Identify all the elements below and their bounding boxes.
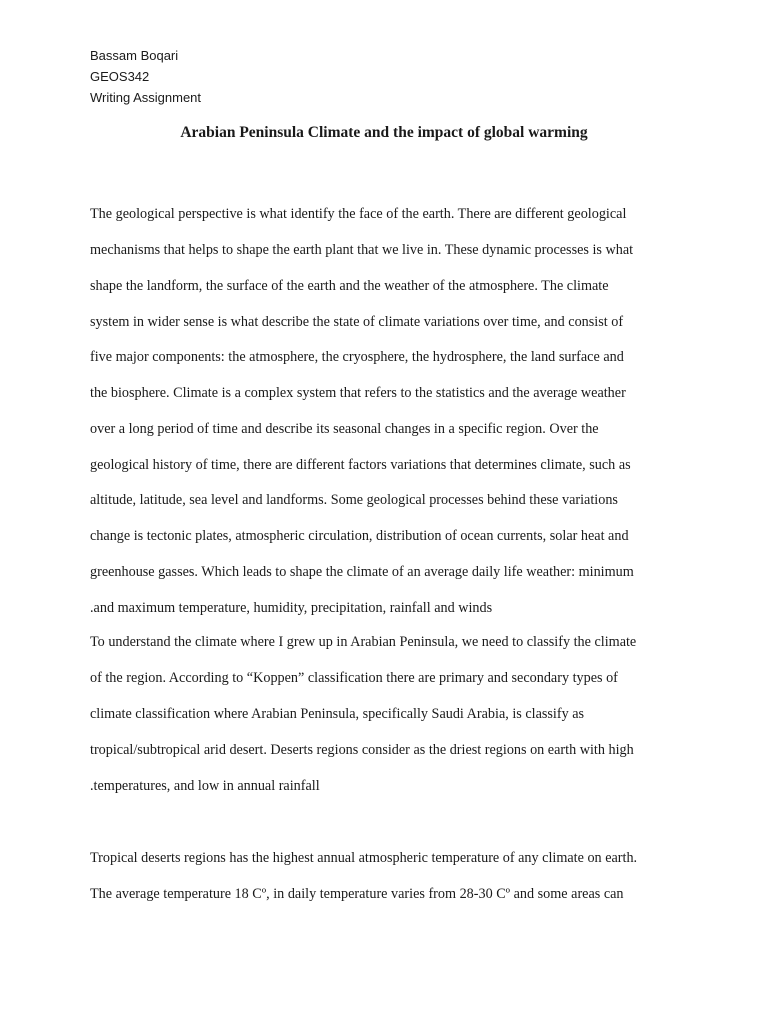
paragraph-line: The average temperature 18 Cº, in daily temperature varies from 28-30 Cº and some areas can (90, 886, 624, 902)
paragraph-line: mechanisms that helps to shape the earth plant that we live in. These dynamic processes is what (90, 242, 634, 258)
paragraph-line: Tropical deserts regions has the highest annual atmospheric temperature of any climate on earth. (90, 850, 638, 866)
paragraph-line: the biosphere. Climate is a complex system that refers to the statistics and the average weather (90, 385, 626, 401)
paragraph-line: system in wider sense is what describe the state of climate variations over time, and consist of (90, 314, 624, 330)
paragraph-line: five major components: the atmosphere, the cryosphere, the hydrosphere, the land surface and (90, 349, 624, 365)
paragraph-line: climate classification where Arabian Peninsula, specifically Saudi Arabia, is classify as (90, 706, 585, 722)
paragraph-line: greenhouse gasses. Which leads to shape the climate of an average daily life weather: minimum (90, 564, 634, 580)
paragraph-line: The geological perspective is what identify the face of the earth. There are different geological (90, 206, 627, 222)
paragraph-line: over a long period of time and describe its seasonal changes in a specific region. Over the (90, 421, 599, 437)
paragraph-line: shape the landform, the surface of the earth and the weather of the atmosphere. The climate (90, 278, 609, 294)
paragraph-line: change is tectonic plates, atmospheric circulation, distribution of ocean currents, solar heat and (90, 528, 629, 544)
assignment-label: Writing Assignment (90, 90, 202, 105)
document-header (90, 45, 201, 108)
document-title: Arabian Peninsula Climate and the impact of global warming (180, 124, 588, 141)
paragraph-line: altitude, latitude, sea level and landforms. Some geological processes behind these variations (90, 492, 618, 508)
paragraph-line: .temperatures, and low in annual rainfall (90, 778, 320, 794)
paragraph-line: of the region. According to “Koppen” classification there are primary and secondary types of (90, 670, 618, 686)
paragraph-line: tropical/subtropical arid desert. Deserts regions consider as the driest regions on earth with high (90, 742, 634, 758)
paragraph-line: To understand the climate where I grew up in Arabian Peninsula, we need to classify the climate (90, 634, 637, 650)
author-name: Bassam Boqari (90, 48, 179, 63)
course-code: GEOS342 (90, 69, 150, 84)
paragraph-line: .and maximum temperature, humidity, precipitation, rainfall and winds (90, 600, 493, 616)
paragraph-line: geological history of time, there are different factors variations that determines climate, such as (90, 457, 631, 473)
